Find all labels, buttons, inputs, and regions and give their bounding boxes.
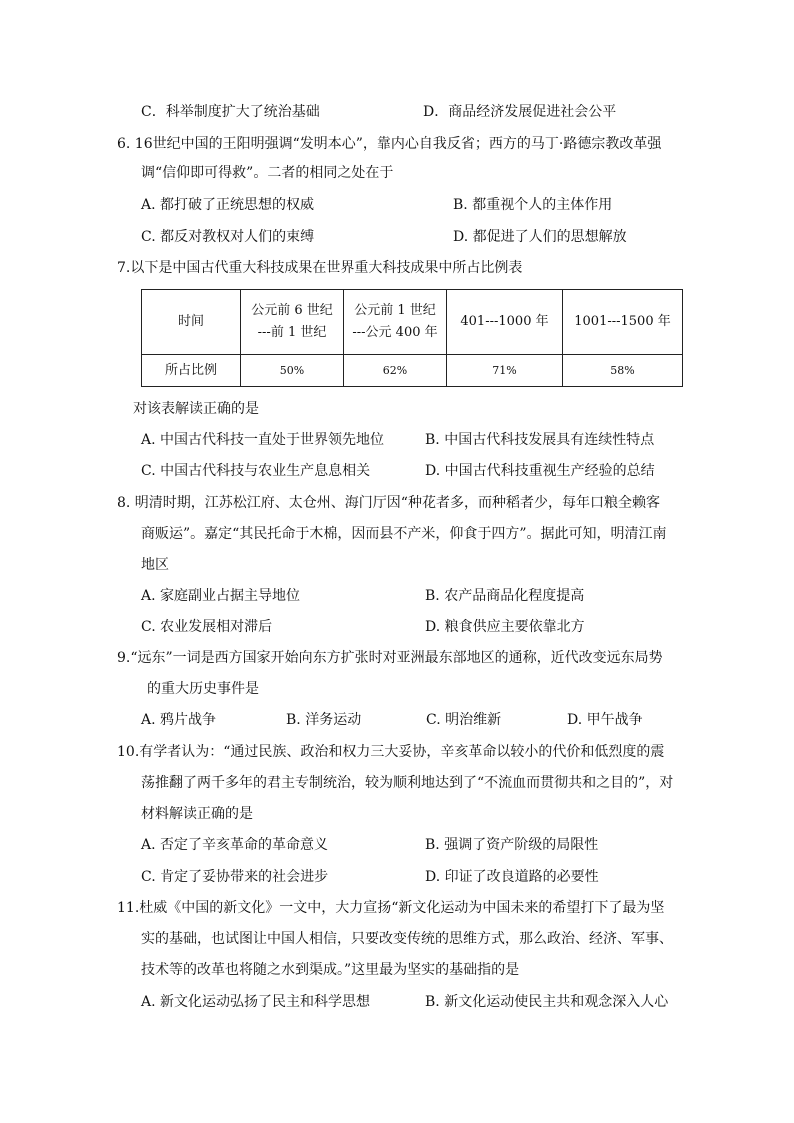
q8-stem-line3: 地区 [141,557,169,573]
period-line: 401---1000 年 [460,314,549,329]
q10-stem-line1: 10.有学者认为：“通过民族、政治和权力三大妥协，辛亥革命以较小的代价和低烈度的震 [117,744,665,760]
q7-option-b: B. 中国古代科技发展具有连续性特点 [425,432,655,448]
q6-option-d: D. 都促进了人们的思想解放 [453,229,627,245]
period-line: 公元前 6 世纪 [251,303,333,318]
q11-option-b: B. 新文化运动使民主共和观念深入人心 [425,994,669,1010]
q9-option-d: D. 甲午战争 [567,712,643,728]
table-cell-ratio: 71% [447,355,563,387]
q8-stem-line2: 商贩运”。嘉定“其民托命于木棉，因而县不产米，仰食于四方”。据此可知，明清江南 [141,526,667,542]
q10-option-c: C. 肯定了妥协带来的社会进步 [141,869,329,885]
period-line: ---前 1 世纪 [257,325,327,340]
q7-option-a: A. 中国古代科技一直处于世界领先地位 [141,432,385,448]
table-header-time: 时间 [142,290,241,355]
q9-option-a: A. 鸦片战争 [141,712,217,728]
q6-stem-line1: 6. 16世纪中国的王阳明强调“发明本心”，靠内心自我反省；西方的马丁·路德宗教改革强 [117,136,662,152]
q10-option-a: A. 否定了辛亥革命的革命意义 [141,837,329,853]
table-cell-period [241,290,344,355]
table-cell-period [344,290,447,355]
q11-stem-line3: 技术等的改革也将随之水到渠成。”这里最为坚实的基础指的是 [141,962,520,978]
q7-stem: 7.以下是中国古代重大科技成果在世界重大科技成果中所占比例表 [117,260,523,276]
table-cell-period [447,290,563,355]
table-cell-ratio: 50% [241,355,344,387]
q10-stem-line3: 材料解读正确的是 [141,806,253,822]
table-cell-period [563,290,683,355]
q5-option-c: C．科举制度扩大了统治基础 [141,104,320,120]
table-row [142,290,683,355]
q8-stem-line1: 8. 明清时期，江苏松江府、太仓州、海门厅因“种花者多，而种稻者少，每年口粮全赖客 [117,495,660,511]
q8-option-c: C. 农业发展相对滞后 [141,619,273,635]
q6-option-b: B. 都重视个人的主体作用 [453,197,613,213]
q8-option-d: D. 粮食供应主要依靠北方 [425,619,585,635]
q10-option-d: D. 印证了改良道路的必要性 [425,869,599,885]
q7-option-c: C. 中国古代科技与农业生产息息相关 [141,463,371,479]
q10-option-b: B. 强调了资产阶级的局限性 [425,837,599,853]
q11-stem-line1: 11.杜威《中国的新文化》一文中，大力宣扬“新文化运动为中国未来的希望打下了最为坚 [117,900,665,916]
q8-option-b: B. 农产品商品化程度提高 [425,588,585,604]
table-row [142,355,683,387]
q8-option-a: A. 家庭副业占据主导地位 [141,588,301,604]
q9-option-c: C. 明治维新 [426,712,502,728]
q11-option-a: A. 新文化运动弘扬了民主和科学思想 [141,994,371,1010]
table-cell-ratio: 58% [563,355,683,387]
q6-option-c: C. 都反对教权对人们的束缚 [141,229,315,245]
period-line: 公元前 1 世纪 [354,303,436,318]
table-cell-ratio: 62% [344,355,447,387]
q6-option-a: A. 都打破了正统思想的权威 [141,197,315,213]
q9-option-b: B. 洋务运动 [286,712,362,728]
q11-stem-line2: 实的基础，也试图让中国人相信，只要改变传统的思维方式，那么政治、经济、军事、 [141,931,673,947]
q5-option-d: D．商品经济发展促进社会公平 [423,104,617,120]
table-header-ratio: 所占比例 [142,355,241,387]
period-line: 1001---1500 年 [574,314,671,329]
q9-stem-line1: 9.“远东”一词是西方国家开始向东方扩张时对亚洲最东部地区的通称，近代改变远东局势 [117,650,663,666]
q9-stem-line2: 的重大历史事件是 [147,681,259,697]
period-line: ---公元 400 年 [352,325,438,340]
q10-stem-line2: 荡推翻了两千多年的君主专制统治，较为顺利地达到了“不流血而贯彻共和之目的”，对 [141,775,674,791]
q6-stem-line2: 调“信仰即可得救”。二者的相同之处在于 [141,165,394,181]
q7-prompt: 对该表解读正确的是 [133,401,259,417]
science-ratio-table [141,289,683,387]
q7-option-d: D. 中国古代科技重视生产经验的总结 [425,463,655,479]
